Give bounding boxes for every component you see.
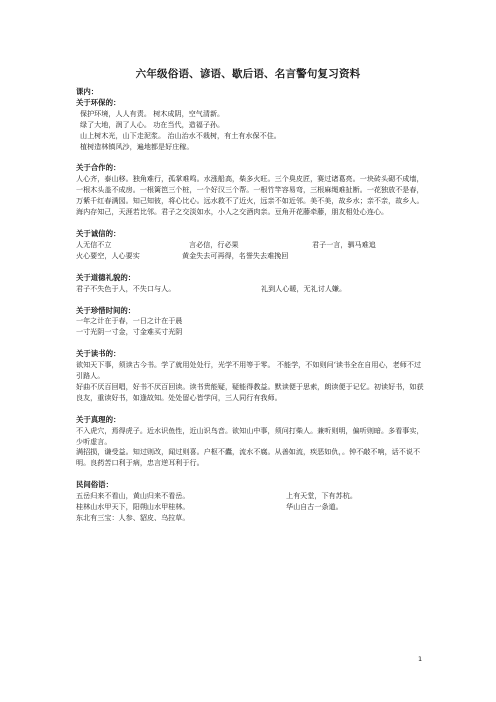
- page-number: 1: [418, 655, 423, 663]
- heading-time: 关于珍惜时间的：: [76, 305, 136, 315]
- honesty-item: 人无信不立: [76, 239, 112, 249]
- truth-paragraph: 满招损，谦受益。知过则改，闻过则喜。户枢不蠹，流水不腐。从善如流，疾恶如仇，。钟不敲不响，话不说不明。良药苦口利于病，忠言逆耳利于行。: [76, 447, 421, 468]
- honesty-item: 言必信，行必果: [189, 239, 239, 249]
- honesty-row: [76, 251, 426, 262]
- folk-row: [76, 491, 426, 502]
- section-label-in-class: 课内：: [76, 87, 99, 96]
- reading-paragraph: 好曲不厌百回唱，好书不厌百回读。读书贵能疑，疑能得教益。默读便于思索，朗读便于记忆。初读好书，如获良友，重读好书，如逢故知。处处留心皆学问，三人同行有我师。: [76, 381, 424, 402]
- env-line: 山上树木光，山下走泥浆。 治山治水不栽树，有土有水保不住。: [80, 130, 281, 140]
- env-line: 植树造林镇风沙，遍地都是好庄稼。: [80, 141, 194, 151]
- time-line: 一寸光阴一寸金，寸金难买寸光阴: [76, 327, 183, 337]
- reading-paragraph: 欲知天下事，须读古今书。学了就用处处行，光学不用等于零。 不能学，不如则问‘读书全在自用心，老师不过引路人。: [76, 360, 422, 381]
- honesty-row: [76, 240, 426, 251]
- env-line: 绿了大地，润了人心。 功在当代，造福子孙。: [80, 119, 225, 129]
- honesty-item: 君子一言，驷马难追: [312, 239, 376, 249]
- honesty-item: 火心要空，人心要实: [76, 250, 140, 260]
- morals-item: 礼到人心暖，无礼讨人嫌。: [261, 283, 347, 293]
- folk-item: 桂林山水甲天下，阳朔山水甲桂林。: [76, 502, 190, 512]
- time-line: 一年之计在于春，一日之计在于晨: [76, 316, 183, 326]
- env-line: 保护环境，人人有责。 树木成阴，空气清新。: [80, 108, 225, 118]
- folk-item: 五岳归来不看山，黄山归来不看岳。: [76, 491, 190, 501]
- truth-paragraph: 不入虎穴，焉得虎子。近水识鱼性，近山识鸟音。欲知山中事，须问打柴人。兼听则明，偏听则暗。多看事实，少听虚言。: [76, 425, 424, 446]
- heading-honesty: 关于诚信的：: [76, 228, 121, 238]
- heading-morals: 关于道德礼貌的：: [76, 272, 136, 282]
- folk-line: 东北有三宝：人参、貂皮、乌拉草。: [76, 513, 190, 522]
- document-body: [76, 87, 426, 524]
- morals-row: [76, 284, 426, 295]
- honesty-item: 黄金失去可再得，名誉失去难挽回: [182, 250, 289, 260]
- morals-item: 君子不失色于人，不失口与人。: [76, 283, 176, 293]
- heading-reading: 关于读书的：: [76, 349, 121, 359]
- folk-row: [76, 502, 426, 513]
- heading-cooperation: 关于合作的：: [76, 163, 121, 173]
- folk-item: 华山自古一条道。: [286, 502, 343, 512]
- heading-environment: 关于环保的：: [76, 97, 121, 107]
- heading-truth: 关于真理的：: [76, 414, 121, 424]
- folk-item: 上有天堂，下有苏杭。: [286, 491, 357, 501]
- cooperation-paragraph: 人心齐，泰山移。独角难行，孤掌难鸣。水涨船高，柴多火旺。三个臭皮匠，赛过诸葛亮。一块砖头砌不成墙，一根木头盖不成房。一根篱笆三个桩，一个好汉三个帮。一根竹竿容易弯，三根麻绳难扯断。一花独放不是春，万紫千红春满园。知己知彼，将心比心。远水救不了近火，远亲不如近邻。美不美，故乡水；亲不亲，故乡人。海内存知己，天涯若比邻。君子之交淡如水，小人之交酒肉亲。豆角开花藤牵藤，朋友相处心连心。: [76, 174, 424, 217]
- heading-folk-sayings: 民间俗语：: [76, 480, 113, 490]
- document-title: 六年级俗语、谚语、歇后语、名言警句复习资料: [135, 68, 361, 80]
